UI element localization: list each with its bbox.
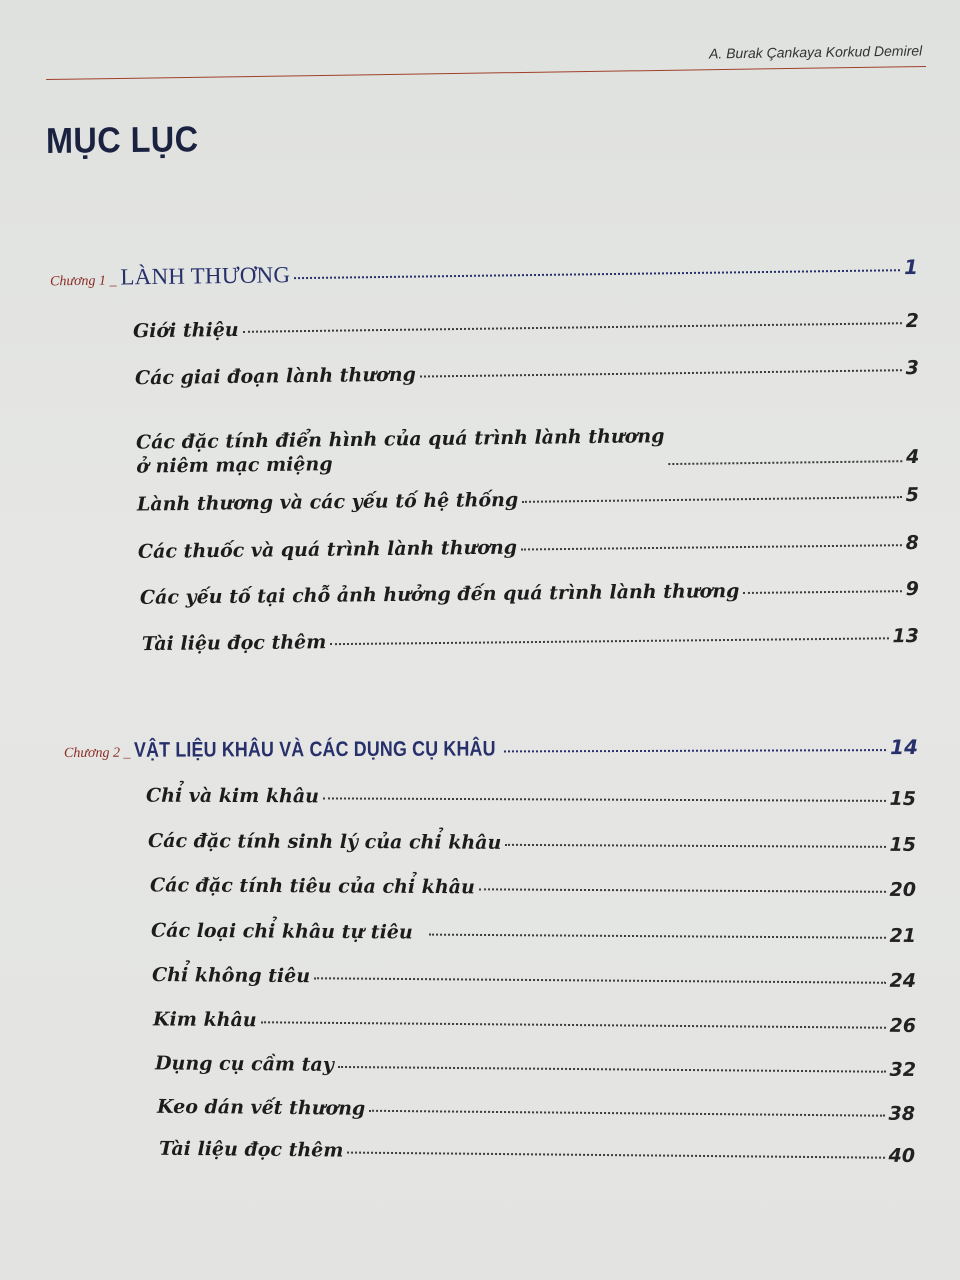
toc-entry — [140, 578, 919, 621]
toc-entry — [142, 625, 919, 667]
header-rule — [46, 66, 926, 80]
entry-label: Lành thương và các yếu tố hệ thống — [136, 488, 519, 516]
page-number: 2 — [905, 310, 920, 333]
entry-label: Chỉ và kim khâu — [145, 784, 320, 808]
dot-leader — [505, 844, 885, 848]
page-number: 20 — [889, 878, 917, 901]
page-number: 40 — [888, 1144, 916, 1167]
toc-entry — [152, 964, 916, 1004]
page-number: 9 — [905, 578, 920, 601]
page-number: 8 — [905, 532, 920, 555]
entry-label: Dụng cụ cầm tay — [154, 1052, 334, 1076]
page-number: 32 — [889, 1058, 917, 1081]
dot-leader — [521, 544, 902, 550]
dot-leader — [243, 322, 902, 333]
entry-label: Các yếu tố tại chỗ ảnh hưởng đến quá trình lành thương — [139, 580, 740, 609]
entry-label: Tài liệu đọc thêm — [141, 631, 327, 656]
page-number: 26 — [889, 1014, 917, 1037]
chapter-prefix: Chương 1 _ — [49, 273, 117, 290]
toc-entry — [133, 310, 919, 354]
dot-leader — [330, 637, 888, 645]
page-number: 24 — [889, 969, 917, 992]
page-number: 15 — [889, 787, 917, 810]
entry-label: Kim khâu — [152, 1008, 257, 1032]
entry-label: Chỉ không tiêu — [151, 964, 311, 988]
dot-leader — [479, 888, 886, 892]
page-number: 14 — [890, 735, 919, 760]
page-number: 13 — [892, 625, 920, 648]
page-number: 3 — [905, 357, 920, 380]
chapter-entry — [64, 735, 918, 772]
entry-label: Giới thiệu — [132, 318, 239, 343]
running-head: A. Burak Çankaya Korkud Demirel — [708, 42, 923, 62]
entry-label-block — [136, 425, 665, 477]
chapter-prefix: Chương 2 _ — [63, 745, 131, 761]
toc-entry — [137, 484, 919, 528]
toc-entry — [135, 357, 919, 401]
toc-entry — [138, 532, 919, 575]
chapter-title: VẬT LIỆU KHÂU VÀ CÁC DỤNG CỤ KHÂU — [134, 737, 497, 762]
page-number: 5 — [905, 484, 920, 507]
toc-entry — [159, 1138, 915, 1179]
dot-leader — [429, 934, 886, 939]
page-number: 21 — [889, 924, 917, 947]
entry-label-line: Các đặc tính điển hình của quá trình lành thương — [135, 425, 665, 454]
page-number: 38 — [888, 1102, 916, 1125]
entry-label: ở niêm mạc miệng — [136, 453, 333, 478]
dot-leader — [420, 369, 902, 377]
page-number: 15 — [889, 833, 917, 856]
toc-entry — [136, 404, 920, 478]
toc-entry — [148, 830, 916, 868]
dot-leader — [261, 1021, 886, 1028]
entry-label: Các thuốc và quá trình lành thương — [137, 536, 518, 563]
dot-leader — [522, 496, 902, 503]
toc-entry — [146, 785, 916, 822]
entry-label: Các đặc tính sinh lý của chỉ khâu — [147, 829, 502, 854]
dot-leader — [743, 590, 901, 594]
dot-leader — [504, 749, 886, 752]
dot-leader — [347, 1152, 884, 1159]
entry-label: Keo dán vết thương — [156, 1095, 366, 1120]
chapter-title: LÀNH THƯƠNG — [120, 262, 291, 290]
dot-leader — [338, 1066, 886, 1073]
dot-leader — [294, 269, 900, 279]
page-title: MỤC LỤC — [45, 118, 199, 161]
page-number: 4 — [905, 445, 920, 469]
entry-label: Tài liệu đọc thêm — [158, 1137, 344, 1162]
chapter-entry — [50, 254, 918, 299]
dot-leader — [669, 460, 902, 465]
dot-leader — [369, 1110, 884, 1117]
dot-leader — [314, 977, 886, 983]
entry-label: Các giai đoạn lành thương — [134, 363, 417, 390]
entry-label: Các đặc tính tiêu của chỉ khâu — [149, 874, 475, 899]
page-number: 1 — [903, 255, 919, 280]
toc-entry — [153, 1008, 916, 1049]
entry-label: Các loại chỉ khâu tự tiêu — [150, 919, 413, 944]
toc-entry — [157, 1096, 915, 1137]
toc-entry — [151, 920, 916, 959]
toc-entry — [155, 1052, 916, 1093]
dot-leader — [323, 797, 886, 801]
toc-entry — [150, 874, 916, 913]
